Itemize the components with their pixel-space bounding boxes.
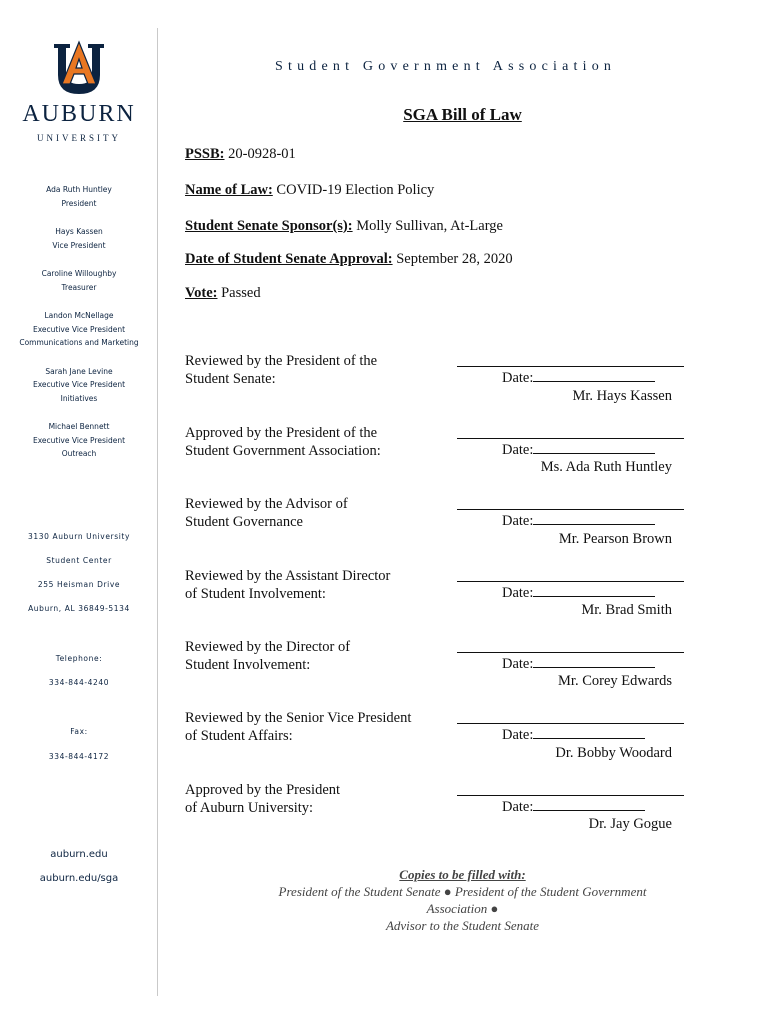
review-line: Approved by the President: [185, 782, 341, 798]
officer-title: President: [61, 198, 97, 208]
signer-name: Dr. Bobby Woodard: [555, 745, 672, 761]
date-field[interactable]: [502, 584, 655, 602]
date-field[interactable]: [502, 512, 655, 530]
telephone-label: Telephone:: [55, 654, 103, 663]
signer-name: Mr. Brad Smith: [581, 602, 672, 618]
signature-line[interactable]: [457, 723, 684, 724]
signature-line[interactable]: [457, 581, 684, 582]
date-label: Date:: [502, 513, 534, 529]
date-label: Date:: [502, 799, 534, 815]
officer-title: Vice President: [52, 240, 106, 250]
sga-website-link[interactable]: auburn.edu/sga: [39, 873, 119, 884]
document-title: SGA Bill of Law: [403, 105, 522, 124]
signer-name: Mr. Pearson Brown: [558, 531, 672, 547]
approval-date-value: September 28, 2020: [396, 251, 513, 267]
review-line: Reviewed by the Advisor of: [185, 496, 348, 512]
date-field[interactable]: [502, 798, 645, 816]
officer-title-detail: Communications and Marketing: [19, 338, 139, 347]
signature-line[interactable]: [457, 366, 684, 367]
officer-title-detail: Initiatives: [60, 393, 98, 403]
signature-line[interactable]: [457, 438, 684, 439]
copies-line: President of the Student Senate ● President of the Student Government: [278, 884, 647, 899]
review-label: [185, 638, 445, 674]
date-label: Date:: [502, 585, 534, 601]
signer-name: Ms. Ada Ruth Huntley: [540, 459, 672, 475]
fax-number: 334-844-4172: [48, 752, 110, 761]
vote-label: Vote:: [185, 285, 218, 301]
officer-name: Sarah Jane Levine: [45, 366, 113, 376]
date-field[interactable]: [502, 369, 655, 387]
address-line: 255 Heisman Drive: [37, 580, 121, 589]
signature-line[interactable]: [457, 509, 684, 510]
officer-title: Executive Vice President: [32, 380, 126, 389]
signature-line[interactable]: [457, 652, 684, 653]
signature-line[interactable]: [457, 795, 684, 796]
date-label: Date:: [502, 370, 534, 386]
sidebar-divider: [157, 28, 158, 996]
copies-line: Advisor to the Student Senate: [385, 918, 540, 933]
date-label: Date:: [502, 442, 534, 458]
auburn-logo: [18, 40, 140, 143]
pssb-value: 20-0928-01: [228, 146, 296, 162]
review-line: Approved by the President of the: [185, 425, 378, 441]
officer-title-detail: Outreach: [61, 449, 97, 458]
review-line: of Student Affairs:: [185, 728, 293, 744]
officer: [0, 309, 158, 350]
address-line: 3130 Auburn University: [28, 532, 130, 541]
sponsor-label: Student Senate Sponsor(s):: [185, 218, 353, 234]
address-line: Auburn, AL 36849-5134: [28, 604, 130, 613]
officer-list: [0, 183, 158, 476]
officer-name: Caroline Willoughby: [41, 269, 117, 278]
review-label: [185, 709, 460, 745]
officer-name: Landon McNellage: [44, 311, 114, 320]
review-line: Student Involvement:: [185, 657, 311, 673]
review-line: of Auburn University:: [185, 800, 314, 816]
sponsor-field: [185, 218, 503, 235]
review-label: [185, 781, 445, 817]
copies-distribution: [250, 866, 675, 934]
law-name-value: COVID-19 Election Policy: [276, 182, 435, 198]
officer-title: Executive Vice President: [32, 324, 126, 334]
vote-field: [185, 285, 261, 302]
officer-title: Executive Vice President: [32, 435, 126, 445]
review-line: Reviewed by the Senior Vice President: [185, 710, 412, 726]
review-line: of Student Involvement:: [185, 586, 326, 602]
logo-subtitle: UNIVERSITY: [37, 133, 121, 143]
review-label: [185, 495, 445, 531]
review-line: Reviewed by the President of the: [185, 353, 378, 369]
law-name-field: [185, 182, 434, 199]
officer: [0, 420, 158, 461]
officer: [0, 225, 158, 252]
vote-value: Passed: [221, 285, 261, 301]
officer: [0, 183, 158, 210]
copies-line: Association ●: [426, 901, 499, 916]
pssb-field: [185, 146, 296, 163]
officer-name: Ada Ruth Huntley: [46, 185, 112, 194]
date-label: Date:: [502, 727, 534, 743]
website-link[interactable]: auburn.edu: [50, 849, 108, 860]
officer-name: Hays Kassen: [55, 227, 103, 236]
review-line: Student Government Association:: [185, 443, 381, 459]
date-field[interactable]: [502, 655, 655, 673]
review-line: Student Senate:: [185, 371, 276, 387]
date-field[interactable]: [502, 441, 655, 459]
signer-name: Dr. Jay Gogue: [588, 816, 672, 832]
officer-title: Treasurer: [61, 282, 97, 292]
telephone-number: 334-844-4240: [48, 678, 110, 687]
officer-name: Michael Bennett: [48, 422, 110, 431]
sponsor-value: Molly Sullivan, At-Large: [356, 218, 503, 234]
address-line: Student Center: [46, 556, 112, 565]
review-label: [185, 424, 445, 460]
date-field[interactable]: [502, 726, 645, 744]
signer-name: Mr. Hays Kassen: [572, 388, 672, 404]
copies-title: Copies to be filled with:: [399, 867, 526, 882]
officer: [0, 267, 158, 294]
review-label: [185, 567, 445, 603]
approval-date-field: [185, 251, 513, 268]
organization-header: Student Government Association: [275, 59, 617, 74]
pssb-label: PSSB:: [185, 146, 225, 162]
approval-date-label: Date of Student Senate Approval:: [185, 251, 393, 267]
logo-wordmark: AUBURN: [22, 101, 136, 127]
review-line: Reviewed by the Director of: [185, 639, 351, 655]
review-label: [185, 352, 445, 388]
fax-label: Fax:: [70, 727, 88, 736]
sidebar: [0, 0, 158, 1024]
review-line: Reviewed by the Assistant Director: [185, 568, 391, 584]
law-name-label: Name of Law:: [185, 182, 273, 198]
date-label: Date:: [502, 656, 534, 672]
officer: [0, 365, 158, 406]
au-monogram-icon: [46, 40, 112, 98]
review-line: Student Governance: [185, 514, 303, 530]
signer-name: Mr. Corey Edwards: [558, 673, 672, 689]
